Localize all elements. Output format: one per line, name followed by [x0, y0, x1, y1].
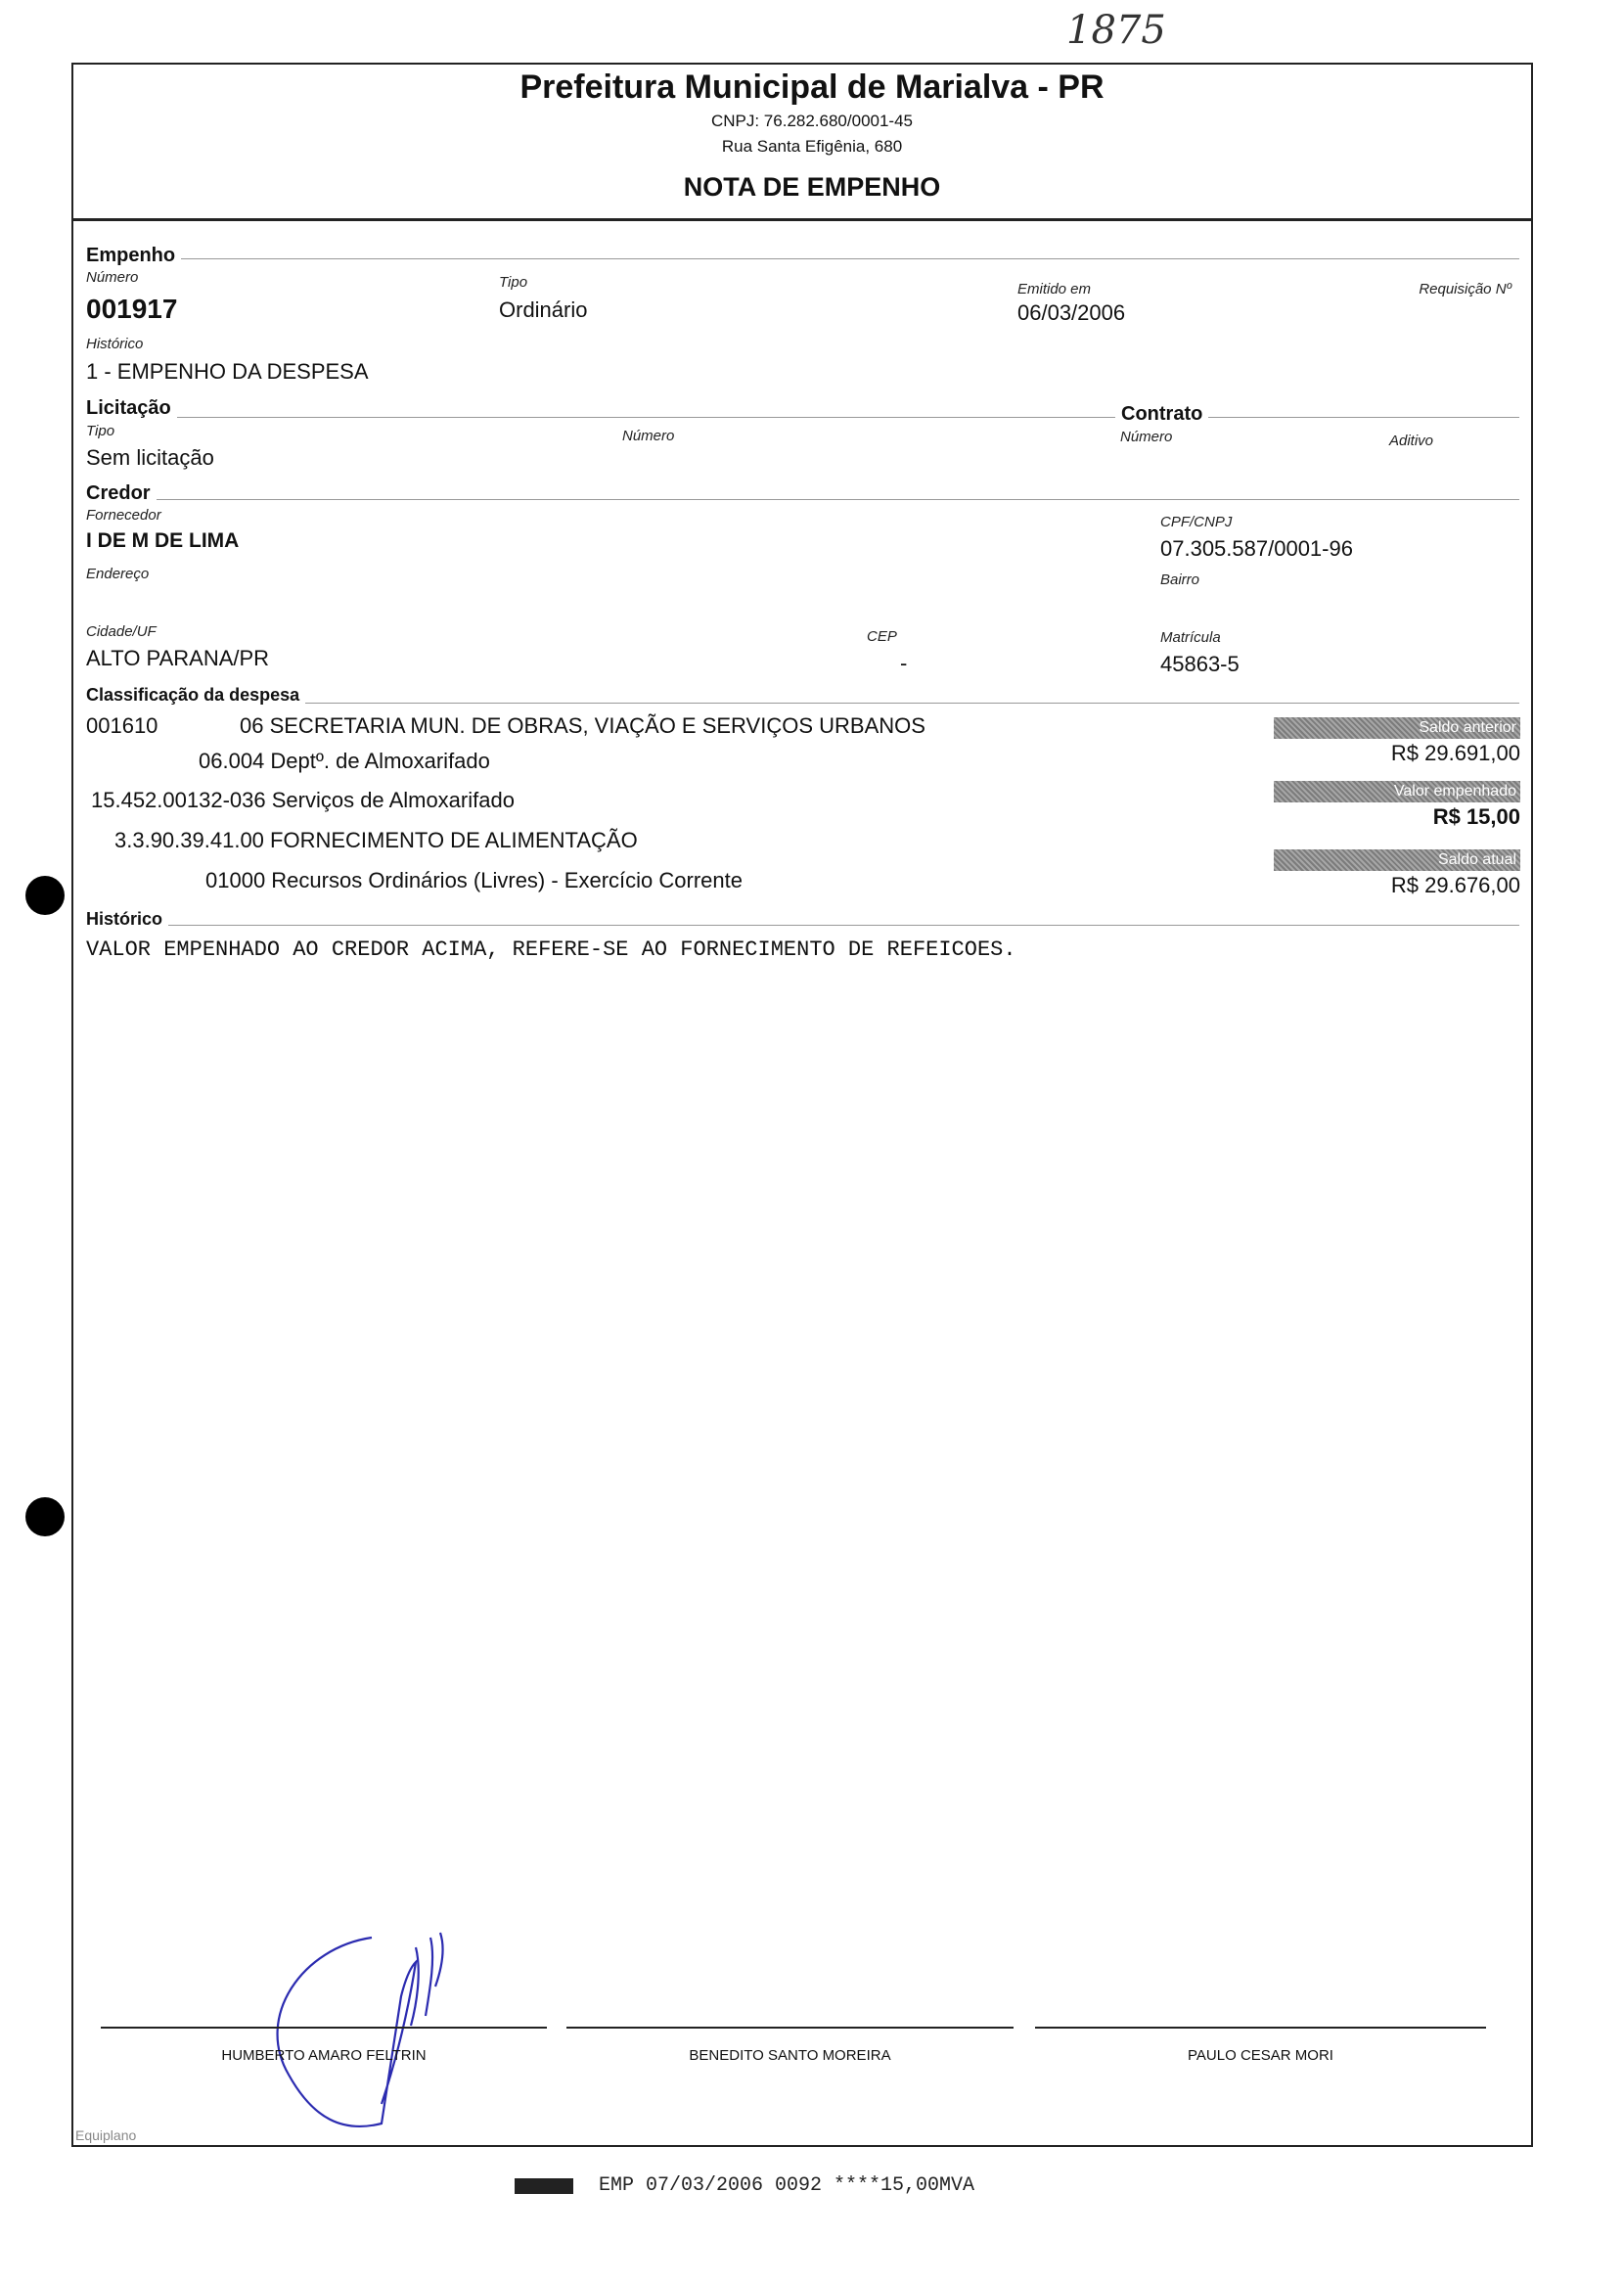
contrato-aditivo-label: Aditivo [1389, 433, 1434, 449]
cpf-label: CPF/CNPJ [1160, 514, 1233, 530]
saldo-atual-label: Saldo atual [1274, 849, 1520, 871]
historico-rule [86, 925, 1519, 926]
cpf-value: 07.305.587/0001-96 [1160, 536, 1353, 561]
tipo-label: Tipo [499, 274, 528, 291]
bairro-label: Bairro [1160, 571, 1200, 588]
signatory-3: PAULO CESAR MORI [1188, 2047, 1333, 2064]
cep-value: - [900, 651, 908, 675]
valor-empenhado-value: R$ 15,00 [1432, 804, 1520, 829]
empenho-number: 001917 [86, 294, 178, 324]
classificacao-section: Classificação da despesa [86, 685, 305, 706]
requisicao-label: Requisição Nº [1419, 281, 1511, 297]
stamp-logo-icon [515, 2178, 573, 2194]
licitacao-section: Licitação [86, 397, 177, 420]
empenho-section: Empenho [86, 245, 181, 267]
historico-label-top: Histórico [86, 336, 144, 352]
contrato-section: Contrato [1115, 403, 1208, 426]
contrato-numero-label: Número [1120, 429, 1173, 445]
tipo-value: Ordinário [499, 297, 588, 322]
fornecedor-value: I DE M DE LIMA [86, 529, 240, 552]
address-text: Rua Santa Efigênia, 680 [721, 137, 903, 156]
emitido-label: Emitido em [1017, 281, 1092, 297]
cidade-value: ALTO PARANA/PR [86, 646, 270, 670]
historico-value-top: 1 - EMPENHO DA DESPESA [86, 359, 369, 384]
fornecedor-label: Fornecedor [86, 507, 161, 524]
class-line4: 3.3.90.39.41.00 FORNECIMENTO DE ALIMENTAÇÃO [114, 828, 638, 852]
emitido-value: 06/03/2006 [1017, 300, 1126, 325]
cnpj-text: CNPJ: 76.282.680/0001-45 [710, 112, 914, 130]
signature-scribble [235, 1908, 509, 2153]
licitacao-tipo-label: Tipo [86, 423, 115, 439]
licitacao-numero-label: Número [622, 428, 675, 444]
handwritten-page-number: 1875 [1066, 8, 1166, 53]
valor-empenhado-label: Valor empenhado [1274, 781, 1520, 802]
document-title: NOTA DE EMPENHO [683, 172, 941, 202]
footer-brand: Equiplano [75, 2127, 137, 2143]
class-line5: 01000 Recursos Ordinários (Livres) - Exercício Corrente [205, 868, 743, 892]
signature-line-1 [101, 2027, 547, 2029]
licitacao-tipo-value: Sem licitação [86, 445, 214, 470]
punch-hole-bottom [25, 1497, 65, 1536]
matricula-label: Matrícula [1160, 629, 1221, 646]
endereco-label: Endereço [86, 566, 150, 582]
signature-line-2 [566, 2027, 1014, 2029]
licitacao-rule [86, 417, 1519, 418]
signature-line-3 [1035, 2027, 1486, 2029]
matricula-value: 45863-5 [1160, 652, 1240, 676]
page-title: Prefeitura Municipal de Marialva - PR [519, 69, 1105, 106]
cidade-label: Cidade/UF [86, 623, 157, 640]
saldo-anterior-label: Saldo anterior [1274, 717, 1520, 739]
credor-section: Credor [86, 482, 157, 505]
class-line1-text: 06 SECRETARIA MUN. DE OBRAS, VIAÇÃO E SERVIÇOS URBANOS [240, 713, 925, 738]
class-line3: 15.452.00132-036 Serviços de Almoxarifado [91, 788, 515, 812]
signatory-1: HUMBERTO AMARO FELTRIN [221, 2047, 427, 2064]
class-line1-code: 001610 [86, 713, 158, 738]
class-line2: 06.004 Deptº. de Almoxarifado [199, 749, 490, 773]
numero-label: Número [86, 269, 139, 286]
bottom-stamp: EMP 07/03/2006 0092 ****15,00MVA [599, 2174, 975, 2197]
empenho-rule [86, 258, 1519, 259]
historico-text: VALOR EMPENHADO AO CREDOR ACIMA, REFERE-SE AO FORNECIMENTO DE REFEICOES. [86, 937, 1016, 962]
header-divider [71, 218, 1533, 221]
punch-hole-top [25, 876, 65, 915]
historico-section: Histórico [86, 909, 168, 930]
saldo-anterior-value: R$ 29.691,00 [1390, 741, 1520, 765]
cep-label: CEP [867, 628, 897, 645]
credor-rule [86, 499, 1519, 500]
saldo-atual-value: R$ 29.676,00 [1390, 873, 1520, 897]
signatory-2: BENEDITO SANTO MOREIRA [689, 2047, 891, 2064]
